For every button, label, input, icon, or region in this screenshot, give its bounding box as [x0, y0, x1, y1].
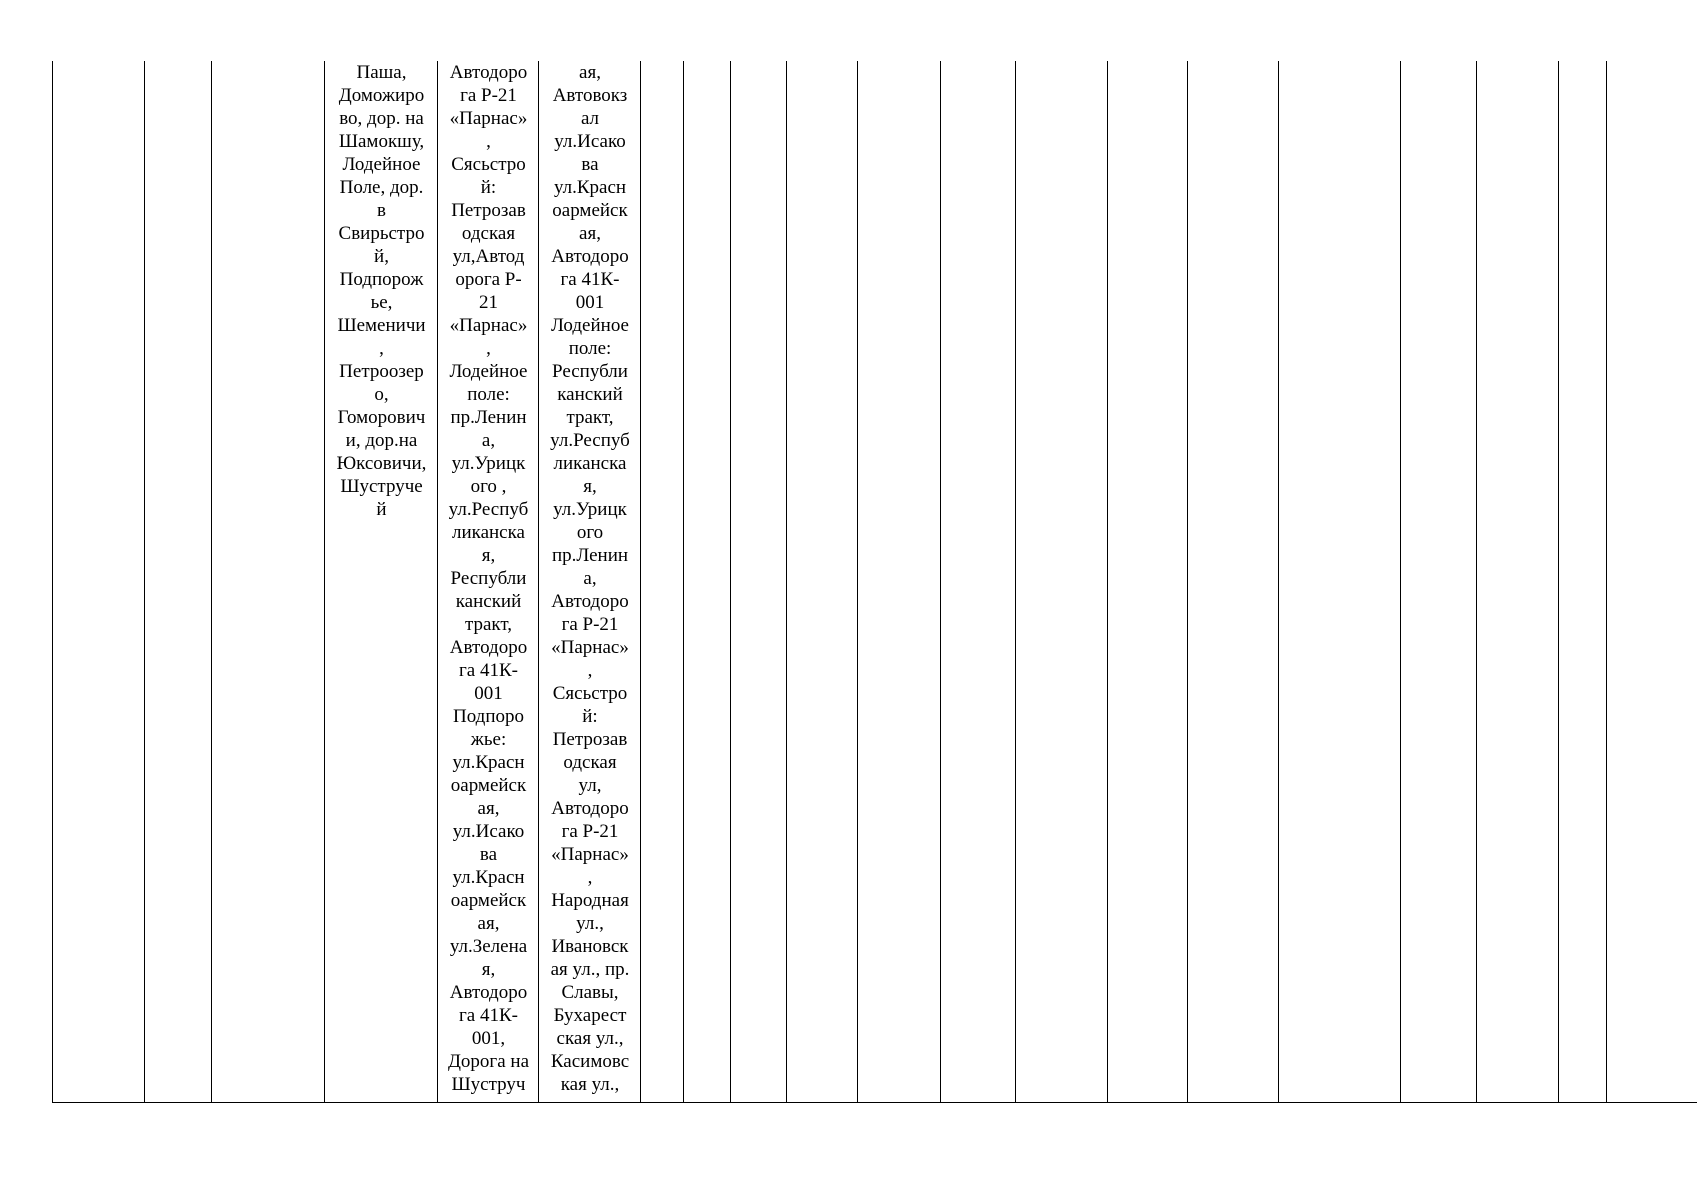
table-column-20 — [1606, 61, 1697, 1102]
table-column-19 — [1558, 61, 1606, 1102]
table-column-1 — [52, 61, 144, 1102]
table-column-13 — [1015, 61, 1107, 1102]
table-column-9 — [730, 61, 786, 1102]
table-column-16 — [1278, 61, 1400, 1102]
table-column-8 — [683, 61, 730, 1102]
table-column-10 — [786, 61, 857, 1102]
table-column-streets-return — [538, 61, 640, 1102]
table-column-15 — [1187, 61, 1278, 1102]
table-column-2 — [144, 61, 211, 1102]
table-column-3 — [211, 61, 324, 1102]
table-column-7 — [640, 61, 683, 1102]
route-stops-text: Паша, Доможиро во, дор. на Шамокшу, Лодейное Поле, дор. в Свирьстро й, Подпорож ье, Шеменичи , Петроозер о, Гоморович и, дор.на Юксовичи, Шуструче й — [336, 62, 427, 520]
route-streets-forward-text: Автодоро га Р-21 «Парнас» , Сясьстро й: Петрозав одская ул,Автод орога Р- 21 «Парнас» , Лодейное поле: пр.Ленин а, ул.Урицк ого , ул.Респуб ликанска я, Республи канский тракт, Автодоро га 41К- 001 Подпоро жье: ул.Красн оармейск ая, ул.Исако ва ул.Красн оармейск ая, ул.Зелена я, Автодоро га 41К- 001, Дорога на Шуструч — [447, 62, 530, 1095]
table-column-streets-forward — [437, 61, 538, 1102]
table-column-11 — [857, 61, 940, 1102]
table-column-stops — [324, 61, 437, 1102]
route-table — [52, 61, 1697, 1103]
table-column-14 — [1107, 61, 1187, 1102]
table-column-18 — [1476, 61, 1558, 1102]
table-column-12 — [940, 61, 1015, 1102]
table-column-17 — [1400, 61, 1476, 1102]
route-streets-return-text: ая, Автовокз ал ул.Исако ва ул.Красн оармейск ая, Автодоро га 41К- 001 Лодейное поле: Республи канский тракт, ул.Респуб ликанска я, ул.Урицк ого пр.Ленин а, Автодоро га Р-21 «Парнас» , Сясьстро й: Петрозав одская ул, Автодоро га Р-21 «Парнас» , Народная ул., Ивановск ая ул., пр. Славы, Бухарест ская ул., Касимовс кая ул., — [550, 62, 630, 1095]
